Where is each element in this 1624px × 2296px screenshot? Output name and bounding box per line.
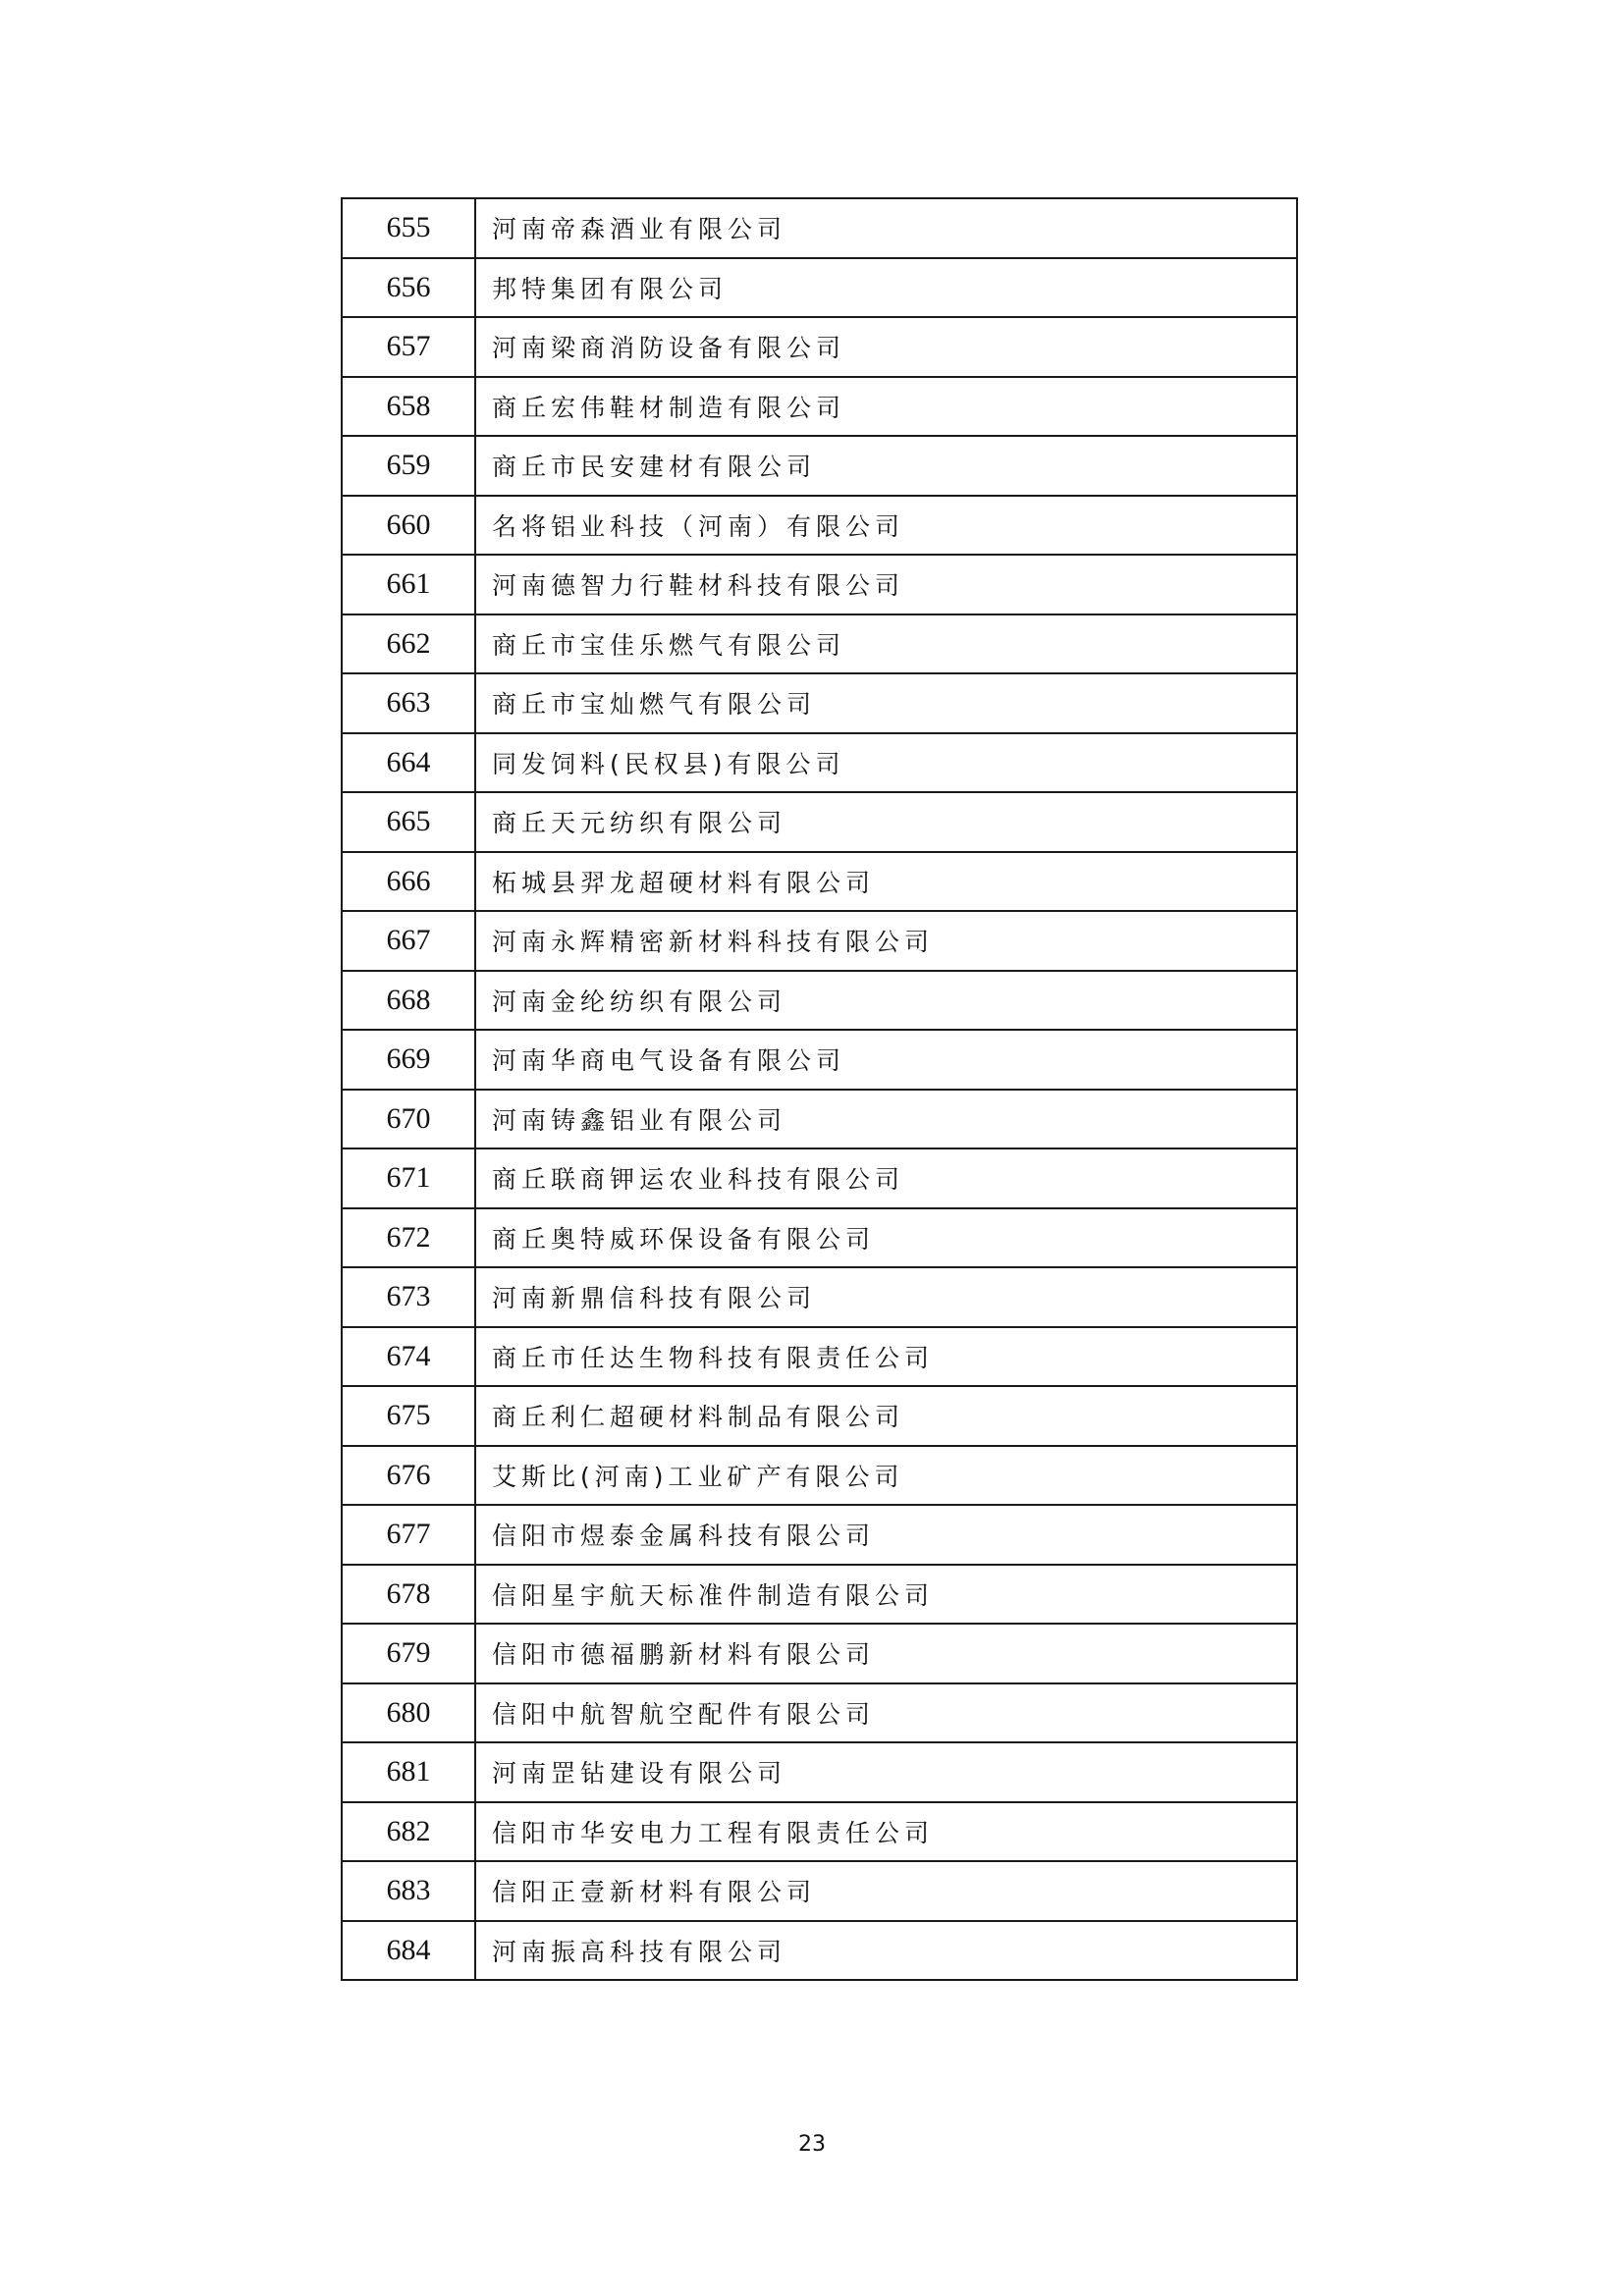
table-row	[342, 436, 1297, 496]
table-row	[342, 1624, 1297, 1683]
company-name: 河南铸鑫铝业有限公司	[475, 1090, 1297, 1149]
table-row	[342, 1267, 1297, 1327]
table-row	[342, 733, 1297, 793]
table-row	[342, 1683, 1297, 1743]
company-name: 艾斯比(河南)工业矿产有限公司	[475, 1446, 1297, 1506]
table-row	[342, 198, 1297, 258]
table-row	[342, 1327, 1297, 1387]
row-number: 679	[342, 1624, 475, 1683]
company-name: 同发饲料(民权县)有限公司	[475, 733, 1297, 793]
table-row	[342, 673, 1297, 733]
table-row	[342, 1802, 1297, 1862]
table-row	[342, 792, 1297, 852]
table-row	[342, 1090, 1297, 1149]
company-name: 河南罡钻建设有限公司	[475, 1742, 1297, 1802]
row-number: 680	[342, 1683, 475, 1743]
page-number: 23	[798, 2132, 826, 2157]
row-number: 678	[342, 1565, 475, 1625]
company-name: 河南德智力行鞋材科技有限公司	[475, 555, 1297, 614]
company-name: 商丘宏伟鞋材制造有限公司	[475, 377, 1297, 437]
row-number: 659	[342, 436, 475, 496]
table-row	[342, 258, 1297, 318]
row-number: 660	[342, 496, 475, 556]
row-number: 662	[342, 614, 475, 674]
table-row	[342, 1208, 1297, 1268]
company-name: 信阳正壹新材料有限公司	[475, 1861, 1297, 1921]
company-name: 商丘市任达生物科技有限责任公司	[475, 1327, 1297, 1387]
row-number: 671	[342, 1148, 475, 1208]
table-row	[342, 496, 1297, 556]
table-row	[342, 971, 1297, 1031]
row-number: 666	[342, 852, 475, 912]
company-name: 河南金纶纺织有限公司	[475, 971, 1297, 1031]
row-number: 664	[342, 733, 475, 793]
table-row	[342, 1446, 1297, 1506]
table-row	[342, 1921, 1297, 1981]
row-number: 674	[342, 1327, 475, 1387]
row-number: 668	[342, 971, 475, 1031]
company-name: 商丘市民安建材有限公司	[475, 436, 1297, 496]
company-name: 信阳星宇航天标准件制造有限公司	[475, 1565, 1297, 1625]
company-name: 商丘奥特威环保设备有限公司	[475, 1208, 1297, 1268]
company-name: 河南新鼎信科技有限公司	[475, 1267, 1297, 1327]
company-name: 信阳市德福鹏新材料有限公司	[475, 1624, 1297, 1683]
company-name: 商丘市宝佳乐燃气有限公司	[475, 614, 1297, 674]
row-number: 667	[342, 911, 475, 971]
company-name: 河南梁商消防设备有限公司	[475, 317, 1297, 377]
row-number: 681	[342, 1742, 475, 1802]
table-row	[342, 1030, 1297, 1090]
table-row	[342, 1505, 1297, 1565]
company-name: 柘城县羿龙超硬材料有限公司	[475, 852, 1297, 912]
row-number: 658	[342, 377, 475, 437]
company-name: 商丘利仁超硬材料制品有限公司	[475, 1386, 1297, 1446]
table-row	[342, 614, 1297, 674]
row-number: 661	[342, 555, 475, 614]
company-name: 河南华商电气设备有限公司	[475, 1030, 1297, 1090]
company-name: 商丘天元纺织有限公司	[475, 792, 1297, 852]
row-number: 655	[342, 198, 475, 258]
company-list-table	[341, 197, 1298, 1981]
table-row	[342, 1565, 1297, 1625]
company-name: 名将铝业科技（河南）有限公司	[475, 496, 1297, 556]
row-number: 682	[342, 1802, 475, 1862]
row-number: 663	[342, 673, 475, 733]
row-number: 673	[342, 1267, 475, 1327]
company-name: 信阳市华安电力工程有限责任公司	[475, 1802, 1297, 1862]
company-name: 河南永辉精密新材料科技有限公司	[475, 911, 1297, 971]
row-number: 677	[342, 1505, 475, 1565]
company-name: 邦特集团有限公司	[475, 258, 1297, 318]
company-name: 信阳市煜泰金属科技有限公司	[475, 1505, 1297, 1565]
row-number: 683	[342, 1861, 475, 1921]
row-number: 675	[342, 1386, 475, 1446]
row-number: 669	[342, 1030, 475, 1090]
row-number: 684	[342, 1921, 475, 1981]
company-name: 商丘联商钾运农业科技有限公司	[475, 1148, 1297, 1208]
table-row	[342, 317, 1297, 377]
table-row	[342, 555, 1297, 614]
company-name: 河南振高科技有限公司	[475, 1921, 1297, 1981]
row-number: 670	[342, 1090, 475, 1149]
row-number: 656	[342, 258, 475, 318]
row-number: 676	[342, 1446, 475, 1506]
company-name: 商丘市宝灿燃气有限公司	[475, 673, 1297, 733]
company-name: 河南帝森酒业有限公司	[475, 198, 1297, 258]
table-row	[342, 852, 1297, 912]
row-number: 665	[342, 792, 475, 852]
table-row	[342, 911, 1297, 971]
table-row	[342, 1386, 1297, 1446]
table-row	[342, 1742, 1297, 1802]
table-row	[342, 1861, 1297, 1921]
company-name: 信阳中航智航空配件有限公司	[475, 1683, 1297, 1743]
row-number: 672	[342, 1208, 475, 1268]
row-number: 657	[342, 317, 475, 377]
table-row	[342, 377, 1297, 437]
table-row	[342, 1148, 1297, 1208]
